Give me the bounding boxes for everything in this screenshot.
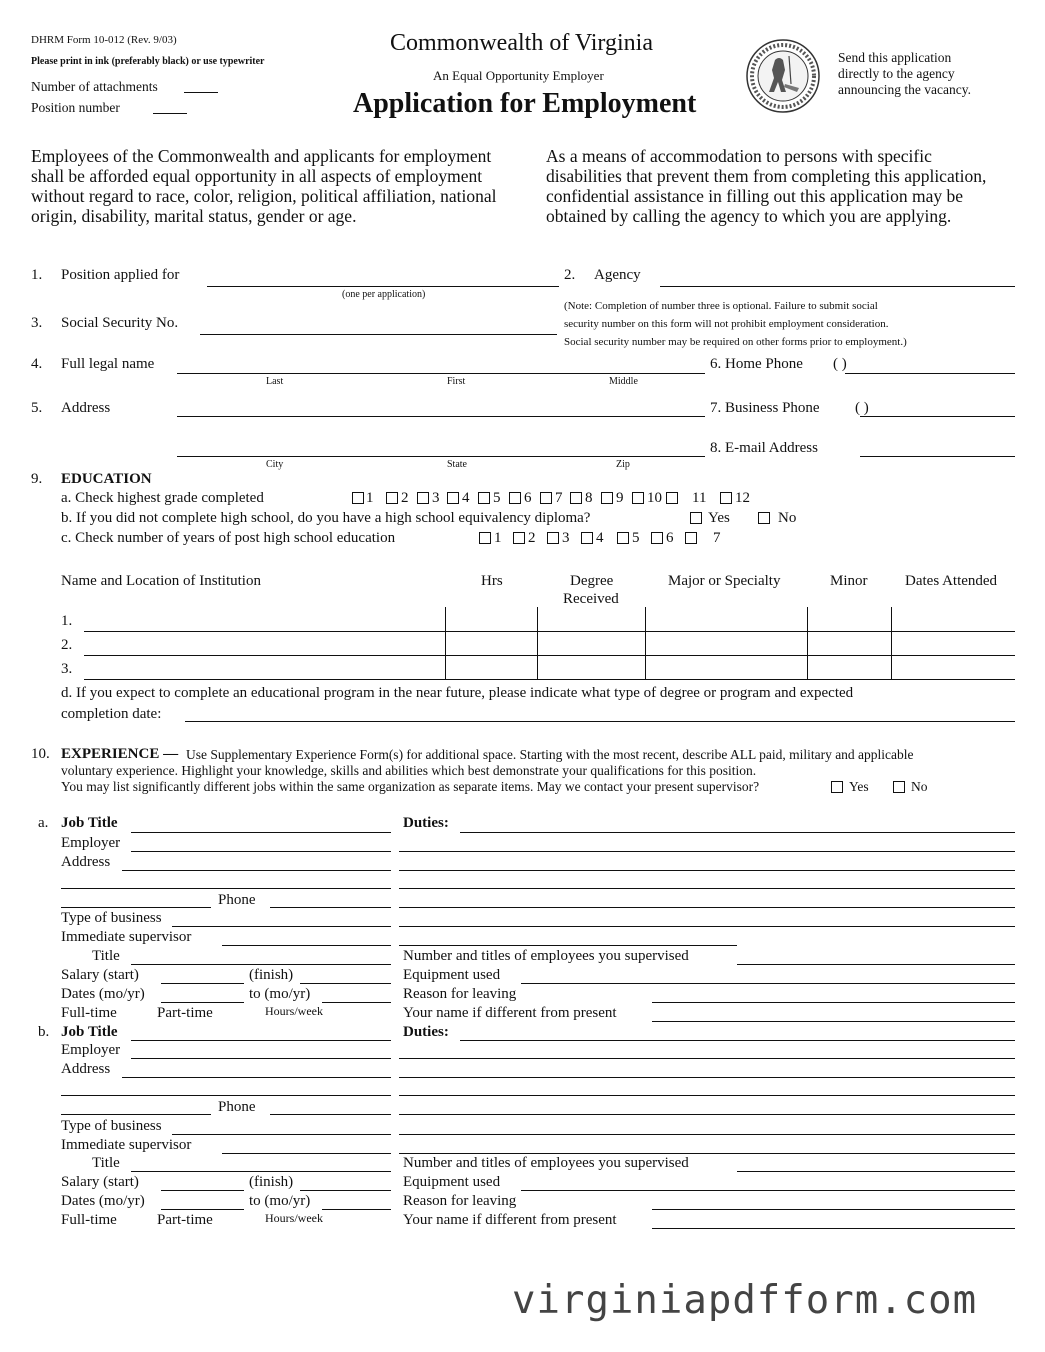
years-label: 6 [666, 530, 674, 546]
dates-label: Dates (mo/yr) [61, 986, 145, 1002]
address-field-2[interactable] [61, 1095, 391, 1096]
years-checkbox[interactable] [651, 532, 663, 544]
duties-field[interactable] [460, 832, 1015, 833]
table-divider [645, 607, 646, 680]
position-number-field[interactable] [153, 113, 187, 114]
years-label: 5 [632, 530, 640, 546]
supervised-label: Number and titles of employees you supervised [403, 948, 689, 964]
table-row-number: 1. [61, 613, 73, 629]
type-of-business-label: Type of business [61, 910, 162, 926]
item-number: 9. [31, 471, 43, 487]
address-field[interactable] [177, 416, 705, 417]
job-letter: a. [38, 815, 49, 831]
completion-date-label: completion date: [61, 706, 162, 722]
duties-field[interactable] [399, 926, 1015, 927]
name-diff-label: Your name if different from present [403, 1212, 617, 1228]
grade-checkbox[interactable] [417, 492, 429, 504]
table-row-number: 3. [61, 661, 73, 677]
grade-label: 12 [735, 490, 750, 506]
part-time-label: Part-time [157, 1212, 213, 1228]
dates-from-field[interactable] [161, 1002, 244, 1003]
salary-finish-field[interactable] [300, 983, 391, 984]
equipment-field[interactable] [521, 983, 1015, 984]
dates-to-label: to (mo/yr) [249, 1193, 311, 1209]
grade-label: 10 [647, 490, 662, 506]
grade-label: 1 [366, 490, 374, 506]
grade-checkbox[interactable] [601, 492, 613, 504]
grade-checkbox[interactable] [352, 492, 364, 504]
table-row[interactable] [84, 631, 1015, 632]
dates-from-field[interactable] [161, 1209, 244, 1210]
equivalency-yes-checkbox[interactable] [690, 512, 702, 524]
duties-field[interactable] [399, 870, 1015, 871]
duties-field[interactable] [399, 1134, 1015, 1135]
equipment-label: Equipment used [403, 967, 501, 983]
table-row[interactable] [84, 679, 1015, 680]
address-field[interactable] [122, 870, 391, 871]
phone-label: Phone [218, 892, 256, 908]
job-title-field[interactable] [131, 1040, 391, 1041]
agency-field[interactable] [660, 286, 1015, 287]
reason-label: Reason for leaving [403, 1193, 517, 1209]
grade-checkbox[interactable] [540, 492, 552, 504]
watermark-text: virginiapdfform.com [512, 1278, 978, 1323]
job-title-label: Job Title [61, 1024, 118, 1040]
grade-checkbox[interactable] [386, 492, 398, 504]
years-checkbox[interactable] [685, 532, 697, 544]
eoe-note: An Equal Opportunity Employer [433, 68, 604, 83]
table-divider [807, 607, 808, 680]
years-checkbox[interactable] [513, 532, 525, 544]
experience-heading: EXPERIENCE — [61, 746, 179, 762]
duties-field[interactable] [399, 1077, 1015, 1078]
page-title: Application for Employment [353, 88, 697, 119]
city-label: City [266, 459, 284, 470]
grade-label: 9 [616, 490, 624, 506]
experience-desc-1: Use Supplementary Experience Form(s) for additional space. Starting with the most recent, describe ALL paid, military and applicable [186, 747, 914, 762]
equivalency-label: b. If you did not complete high school, do you have a high school equivalency diploma? [61, 510, 591, 526]
item-number: 4. [31, 356, 43, 372]
years-checkbox[interactable] [617, 532, 629, 544]
name-diff-label: Your name if different from present [403, 1005, 617, 1021]
dates-to-label: to (mo/yr) [249, 986, 311, 1002]
ssn-note-1: (Note: Completion of number three is optional. Failure to submit social [564, 300, 878, 312]
middle-label: Middle [609, 376, 638, 387]
years-label: 2 [528, 530, 536, 546]
item-number: 3. [31, 315, 43, 331]
col-institution: Name and Location of Institution [61, 573, 261, 589]
item-number: 5. [31, 400, 43, 416]
full-name-label: Full legal name [61, 356, 155, 372]
supervisor-field[interactable] [222, 1153, 391, 1154]
table-divider [537, 607, 538, 680]
home-area-code: ( ) [833, 356, 847, 372]
supervisor-field[interactable] [222, 945, 391, 946]
item-number: 2. [564, 267, 576, 283]
grade-checkbox[interactable] [570, 492, 582, 504]
employer-label: Employer [61, 835, 121, 851]
business-phone-label: 7. Business Phone [710, 400, 820, 416]
salary-start-label: Salary (start) [61, 967, 139, 983]
dates-label: Dates (mo/yr) [61, 1193, 145, 1209]
grade-label: 11 [692, 490, 707, 506]
one-per-note: (one per application) [342, 289, 426, 300]
address-label: Address [61, 854, 111, 870]
employer-field[interactable] [131, 851, 391, 852]
attachments-field[interactable] [184, 92, 218, 93]
position-label: Position applied for [61, 267, 180, 283]
send-note-3: announcing the vacancy. [838, 82, 971, 97]
type-of-business-field[interactable] [172, 926, 391, 927]
supervised-field[interactable] [737, 1171, 1015, 1172]
grade-label: 6 [524, 490, 532, 506]
send-note-2: directly to the agency [838, 66, 955, 81]
years-checkbox[interactable] [581, 532, 593, 544]
state-name: Commonwealth of Virginia [390, 30, 653, 56]
years-label: 7 [713, 530, 721, 546]
employer-label: Employer [61, 1042, 121, 1058]
highest-grade-label: a. Check highest grade completed [61, 490, 264, 506]
duties-field[interactable] [399, 1153, 1015, 1154]
table-divider [445, 607, 446, 680]
grade-checkbox[interactable] [478, 492, 490, 504]
employer-field[interactable] [131, 1058, 391, 1059]
item-number: 1. [31, 267, 43, 283]
name-diff-field[interactable] [652, 1228, 1015, 1229]
grade-checkbox[interactable] [666, 492, 678, 504]
city-state-zip-field[interactable] [177, 456, 705, 457]
duties-field[interactable] [399, 1114, 1015, 1115]
full-name-field[interactable] [177, 373, 705, 374]
grade-checkbox[interactable] [632, 492, 644, 504]
send-note-1: Send this application [838, 50, 952, 65]
hours-label: Hours/week [265, 1211, 323, 1225]
email-label: 8. E-mail Address [710, 440, 818, 456]
future-program-label: d. If you expect to complete an educational program in the near future, please indicate what type of degree or program and expected [61, 685, 854, 701]
full-time-label: Full-time [61, 1212, 117, 1228]
col-degree-received: Received [563, 591, 619, 607]
phone-field[interactable] [270, 1114, 391, 1115]
duties-field[interactable] [399, 851, 1015, 852]
grade-label: 2 [401, 490, 409, 506]
grade-label: 8 [585, 490, 593, 506]
duties-label: Duties: [403, 1024, 449, 1040]
hours-label: Hours/week [265, 1004, 323, 1018]
years-label: 3 [562, 530, 570, 546]
experience-desc-3: You may list significantly different jobs within the same organization as separate items. May we contact your present supervisor? [61, 779, 760, 794]
col-minor: Minor [830, 573, 868, 589]
phone-field[interactable] [270, 907, 391, 908]
position-number-label: Position number [31, 100, 120, 115]
address-field-3[interactable] [61, 907, 211, 908]
ssn-note-3: Social security number may be required on other forms prior to employment.) [564, 336, 907, 348]
col-dates: Dates Attended [905, 573, 998, 589]
virginia-seal-icon [745, 38, 821, 119]
grade-checkbox[interactable] [509, 492, 521, 504]
salary-finish-label: (finish) [249, 1174, 294, 1190]
position-field[interactable] [207, 286, 559, 287]
duties-field[interactable] [399, 1058, 1015, 1059]
contact-yes-checkbox[interactable] [831, 781, 843, 793]
business-phone-field[interactable] [860, 416, 1015, 417]
reason-label: Reason for leaving [403, 986, 517, 1002]
years-label: 1 [494, 530, 502, 546]
completion-date-field[interactable] [185, 721, 1015, 722]
col-degree: Degree [570, 573, 614, 589]
full-time-label: Full-time [61, 1005, 117, 1021]
supervisor-title-label: Title [92, 948, 120, 964]
duties-field[interactable] [460, 1040, 1015, 1041]
address-label: Address [61, 1061, 111, 1077]
salary-finish-label: (finish) [249, 967, 294, 983]
duties-field[interactable] [399, 907, 1015, 908]
part-time-label: Part-time [157, 1005, 213, 1021]
home-phone-field[interactable] [845, 373, 1015, 374]
supervisor-label: Immediate supervisor [61, 1137, 192, 1153]
ssn-field[interactable] [200, 334, 557, 335]
supervisor-title-label: Title [92, 1155, 120, 1171]
state-label: State [447, 459, 467, 470]
attachments-label: Number of attachments [31, 79, 158, 94]
job-letter: b. [38, 1024, 50, 1040]
reason-field[interactable] [652, 1002, 1015, 1003]
last-label: Last [266, 376, 284, 387]
name-diff-field[interactable] [652, 1021, 1015, 1022]
type-of-business-label: Type of business [61, 1118, 162, 1134]
first-label: First [447, 376, 466, 387]
table-row-number: 2. [61, 637, 73, 653]
address-label: Address [61, 400, 111, 416]
eeo-statement: Employees of the Commonwealth and applicants for employment shall be afforded equal opportunity in all aspects of employment without regard to race, color, religion, political affiliation, national origin, disability, marital status, gender or age. [31, 146, 497, 226]
job-title-field[interactable] [131, 832, 391, 833]
years-label: 4 [596, 530, 604, 546]
col-major: Major or Specialty [668, 573, 781, 589]
grade-checkbox[interactable] [720, 492, 732, 504]
address-field-3[interactable] [61, 1114, 211, 1115]
zip-label: Zip [616, 459, 630, 470]
yes-label: Yes [849, 779, 869, 794]
contact-no-checkbox[interactable] [893, 781, 905, 793]
duties-field[interactable] [399, 1095, 1015, 1096]
table-divider [891, 607, 892, 680]
email-field[interactable] [860, 456, 1015, 457]
equipment-field[interactable] [521, 1190, 1015, 1191]
post-hs-label: c. Check number of years of post high school education [61, 530, 396, 546]
equivalency-no-checkbox[interactable] [758, 512, 770, 524]
dates-to-field[interactable] [322, 1002, 391, 1003]
grade-label: 4 [462, 490, 470, 506]
home-phone-label: 6. Home Phone [710, 356, 803, 372]
no-label: No [778, 510, 797, 526]
col-hrs: Hrs [481, 573, 503, 589]
duties-label: Duties: [403, 815, 449, 831]
type-of-business-field[interactable] [172, 1134, 391, 1135]
salary-start-field[interactable] [161, 1190, 244, 1191]
years-checkbox[interactable] [479, 532, 491, 544]
ssn-label: Social Security No. [61, 315, 179, 331]
supervisor-title-field[interactable] [131, 964, 391, 965]
duties-field[interactable] [399, 945, 737, 946]
accommodation-statement: As a means of accommodation to persons with specific disabilities that prevent them from completing this application, confidential assistance in filling out this application may be obtained by calling the agency to which you are applying. [546, 146, 987, 226]
supervisor-title-field[interactable] [131, 1171, 391, 1172]
table-row[interactable] [84, 655, 1015, 656]
business-area-code: ( ) [855, 400, 869, 416]
address-field-2[interactable] [61, 888, 391, 889]
education-heading: EDUCATION [61, 471, 152, 487]
salary-finish-field[interactable] [300, 1190, 391, 1191]
years-checkbox[interactable] [547, 532, 559, 544]
phone-label: Phone [218, 1099, 256, 1115]
supervised-field[interactable] [737, 964, 1015, 965]
duties-field[interactable] [399, 888, 1015, 889]
reason-field[interactable] [652, 1209, 1015, 1210]
address-field[interactable] [122, 1077, 391, 1078]
salary-start-label: Salary (start) [61, 1174, 139, 1190]
item-number: 10. [31, 746, 50, 762]
grade-checkbox[interactable] [447, 492, 459, 504]
yes-label: Yes [708, 510, 730, 526]
grade-label: 3 [432, 490, 440, 506]
salary-start-field[interactable] [161, 983, 244, 984]
job-title-label: Job Title [61, 815, 118, 831]
supervised-label: Number and titles of employees you supervised [403, 1155, 689, 1171]
dates-to-field[interactable] [322, 1209, 391, 1210]
grade-label: 5 [493, 490, 501, 506]
no-label: No [911, 779, 928, 794]
ssn-note-2: security number on this form will not prohibit employment consideration. [564, 318, 889, 330]
agency-label: Agency [594, 267, 641, 283]
grade-label: 7 [555, 490, 563, 506]
print-note: Please print in ink (preferably black) or use typewriter [31, 56, 265, 67]
experience-desc-2: voluntary experience. Highlight your knowledge, skills and abilities which best demonstrate your qualifications for this position. [61, 763, 757, 778]
supervisor-label: Immediate supervisor [61, 929, 192, 945]
form-id: DHRM Form 10-012 (Rev. 9/03) [31, 34, 177, 46]
equipment-label: Equipment used [403, 1174, 501, 1190]
